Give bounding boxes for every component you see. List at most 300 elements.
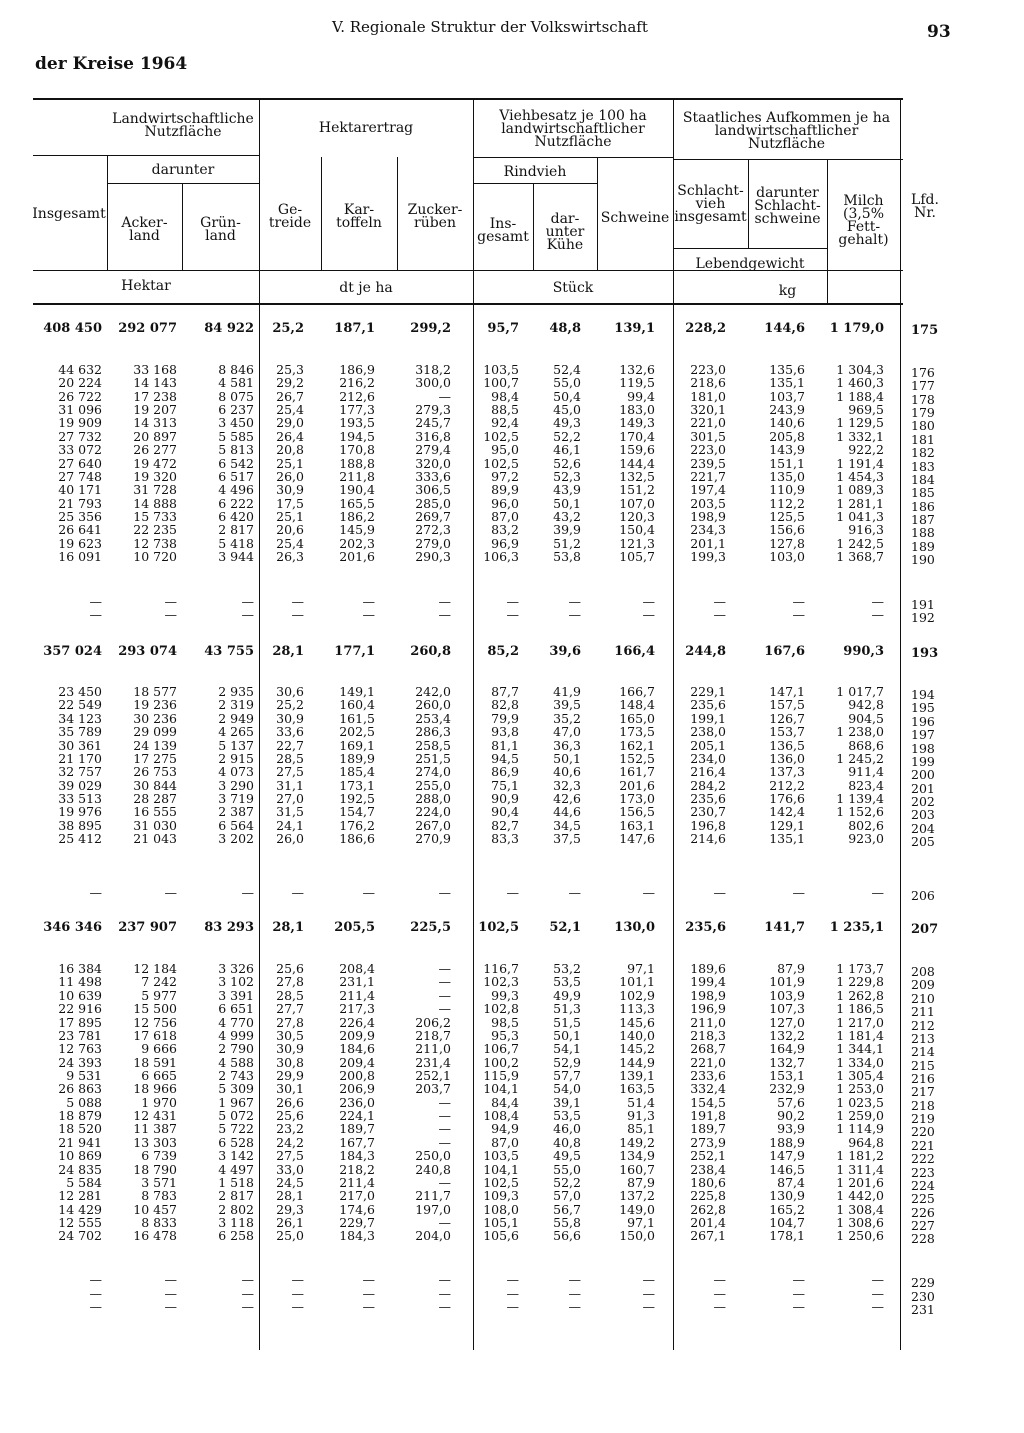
table-cell: 6 651 [218,1001,254,1016]
table-cell: 218,7 [415,1028,451,1043]
table-cell: 357 024 [43,644,102,659]
table-cell: 129,1 [769,818,805,833]
table-cell: 23 450 [58,684,102,699]
table-cell: 147,9 [769,1148,805,1163]
table-cell: 173,1 [339,778,375,793]
table-cell: 20,6 [276,522,304,537]
table-cell: — [642,594,655,609]
row-number: 222 [911,1151,935,1166]
table-cell: 4 497 [218,1162,254,1177]
header-schweine: Schweine [600,210,670,226]
table-cell: — [871,607,884,622]
table-cell: 216,4 [690,764,726,779]
row-number: 227 [911,1218,935,1233]
table-cell: — [438,594,451,609]
table-cell: 188,9 [769,1135,805,1150]
table-cell: 98,5 [491,1015,519,1030]
table-cell: 12 756 [133,1015,177,1030]
table-cell: 18 879 [58,1108,102,1123]
table-cell: 211,8 [339,469,375,484]
table-cell: 29,0 [276,415,304,430]
row-number: 229 [911,1275,935,1290]
table-cell: 189,6 [690,961,726,976]
row-number: 175 [911,323,939,338]
table-cell: 21 043 [133,831,177,846]
table-cell: 1 368,7 [836,549,884,564]
table-cell: 238,4 [690,1162,726,1177]
table-cell: 49,3 [553,415,581,430]
table-cell: — [642,885,655,900]
table-cell: 136,5 [769,738,805,753]
table-cell: 942,8 [848,697,884,712]
table-cell: 16 555 [133,804,177,819]
table-cell: 82,8 [491,697,519,712]
table-cell: — [568,1299,581,1314]
row-number: 193 [911,646,939,661]
table-cell: 922,2 [848,442,884,457]
table-cell: 211,4 [339,988,375,1003]
header-insgesamt: Insgesamt [32,206,106,222]
table-cell: 26,6 [276,1095,304,1110]
table-cell: 6 665 [141,1068,177,1083]
table-cell: — [241,885,254,900]
table-cell: 14 888 [133,496,177,511]
table-cell: 87,9 [627,1175,655,1190]
table-cell: 2 817 [218,1188,254,1203]
table-cell: 50,1 [553,1028,581,1043]
table-cell: 146,5 [769,1162,805,1177]
table-cell: 189,7 [339,1121,375,1136]
table-cell: 200,8 [339,1068,375,1083]
table-cell: 6 542 [218,456,254,471]
table-cell: 189,7 [690,1121,726,1136]
table-cell: 27,7 [276,1001,304,1016]
table-cell: 235,6 [690,791,726,806]
table-cell: 170,8 [339,442,375,457]
table-cell: 1 041,3 [836,509,884,524]
table-cell: — [438,988,451,1003]
table-cell: 126,7 [769,711,805,726]
table-cell: 49,9 [553,988,581,1003]
rule-under-darunter [107,183,259,184]
table-cell: 211,4 [339,1175,375,1190]
row-number: 179 [911,405,935,420]
table-cell: 96,9 [491,536,519,551]
table-cell: — [291,1286,304,1301]
table-cell: 97,2 [491,469,519,484]
table-cell: 255,0 [415,778,451,793]
table-cell: 6 420 [218,509,254,524]
row-number: 180 [911,418,935,433]
table-cell: 27 732 [58,429,102,444]
table-cell: 53,5 [553,1108,581,1123]
table-cell: 132,5 [619,469,655,484]
table-cell: 49,5 [553,1148,581,1163]
table-cell: 82,7 [491,818,519,833]
table-cell: — [164,1272,177,1287]
table-cell: 153,7 [769,724,805,739]
table-cell: 135,6 [769,362,805,377]
table-cell: 139,1 [619,1068,655,1083]
table-cell: 52,3 [553,469,581,484]
table-cell: 149,2 [619,1135,655,1150]
table-cell: 107,3 [769,1001,805,1016]
table-cell: 31 096 [58,402,102,417]
table-cell: 43,9 [553,482,581,497]
table-cell: 160,4 [339,697,375,712]
table-cell: 24 393 [58,1055,102,1070]
header-unit-kg: kg [778,283,797,299]
table-cell: 5 137 [218,738,254,753]
row-number: 212 [911,1018,935,1033]
table-cell: 90,9 [491,791,519,806]
header-unit-stueck: Stück [552,280,594,296]
table-cell: 95,7 [487,321,519,336]
table-cell: 51,4 [627,1095,655,1110]
table-cell: 28,1 [276,1188,304,1203]
table-cell: 140,6 [769,415,805,430]
table-cell: 192,5 [339,791,375,806]
table-cell: 1 304,3 [836,362,884,377]
table-cell: 25,6 [276,1108,304,1123]
table-cell: 197,0 [415,1202,451,1217]
table-cell: 1 967 [218,1095,254,1110]
table-cell: — [506,1286,519,1301]
table-cell: 25,1 [276,456,304,471]
table-cell: 29,2 [276,375,304,390]
table-cell: 95,0 [491,442,519,457]
table-cell: 30,1 [276,1081,304,1096]
table-cell: — [438,885,451,900]
table-cell: 163,1 [619,818,655,833]
header-gruenland: Grün- land [200,215,241,244]
table-cell: 10 720 [133,549,177,564]
table-cell: 1 089,3 [836,482,884,497]
table-cell: 75,1 [491,778,519,793]
table-cell: 25,2 [272,321,304,336]
table-cell: 34,5 [553,818,581,833]
table-cell: 54,0 [553,1081,581,1096]
row-number: 221 [911,1138,935,1153]
table-cell: 113,3 [619,1001,655,1016]
table-cell: 5 813 [218,442,254,457]
table-cell: 93,9 [777,1121,805,1136]
table-cell: 83,3 [491,831,519,846]
table-cell: 39,9 [553,522,581,537]
table-cell: 3 450 [218,415,254,430]
table-cell: — [871,885,884,900]
table-cell: 1 518 [218,1175,254,1190]
table-cell: — [506,1299,519,1314]
table-cell: 91,3 [627,1108,655,1123]
row-number: 226 [911,1205,935,1220]
table-cell: 3 202 [218,831,254,846]
table-cell: 18 790 [133,1162,177,1177]
table-cell: — [792,594,805,609]
table-cell: — [164,885,177,900]
table-cell: 154,7 [339,804,375,819]
table-cell: 233,6 [690,1068,726,1083]
table-cell: 33,6 [276,724,304,739]
table-cell: 218,3 [690,1028,726,1043]
table-cell: 48,8 [549,321,581,336]
table-cell: 242,0 [415,684,451,699]
table-cell: 181,0 [690,389,726,404]
table-cell: 94,5 [491,751,519,766]
table-cell: 142,4 [769,804,805,819]
row-number: 189 [911,539,935,554]
table-cell: — [713,1299,726,1314]
table-cell: 299,2 [410,321,451,336]
table-cell: 9 531 [66,1068,102,1083]
table-cell: 224,0 [415,804,451,819]
table-cell: 95,3 [491,1028,519,1043]
table-cell: — [89,1299,102,1314]
table-cell: 135,1 [769,375,805,390]
table-cell: — [568,1286,581,1301]
table-cell: — [362,885,375,900]
table-cell: 105,6 [483,1228,519,1243]
rule-under-group [33,155,259,156]
header-landwirtschaftliche-nutzflaeche: Landwirtschaftliche Nutzfläche [112,111,254,140]
table-cell: 221,0 [690,415,726,430]
table-cell: — [506,607,519,622]
table-cell: 225,8 [690,1188,726,1203]
table-cell: 184,6 [339,1041,375,1056]
table-cell: — [642,1286,655,1301]
header-viehbesatz: Viehbesatz je 100 ha landwirtschaftlicher Nutzfläche [499,108,647,150]
table-cell: 98,4 [491,389,519,404]
row-number: 183 [911,459,935,474]
table-cell: 145,9 [339,522,375,537]
table-cell: 153,1 [769,1068,805,1083]
table-cell: — [871,1286,884,1301]
table-cell: 231,4 [415,1055,451,1070]
table-cell: 1 460,3 [836,375,884,390]
table-cell: 10 869 [58,1148,102,1163]
row-number: 199 [911,754,935,769]
table-cell: 203,5 [690,496,726,511]
table-cell: 162,1 [619,738,655,753]
table-cell: 26,4 [276,429,304,444]
table-cell: 27,5 [276,1148,304,1163]
table-cell: 6 222 [218,496,254,511]
table-cell: 868,6 [848,738,884,753]
table-cell: 27,8 [276,974,304,989]
table-cell: 22 235 [133,522,177,537]
table-cell: 288,0 [415,791,451,806]
row-number: 194 [911,687,935,702]
table-cell: 16 384 [58,961,102,976]
row-number: 223 [911,1165,935,1180]
table-cell: 56,6 [553,1228,581,1243]
table-cell: — [362,594,375,609]
table-cell: 26 722 [58,389,102,404]
table-cell: 14 143 [133,375,177,390]
table-cell: 279,0 [415,536,451,551]
row-number: 177 [911,378,935,393]
table-cell: 180,6 [690,1175,726,1190]
table-cell: 19 472 [133,456,177,471]
table-cell: 27,0 [276,791,304,806]
table-cell: 21 170 [58,751,102,766]
table-cell: 102,5 [483,429,519,444]
table-cell: 178,1 [769,1228,805,1243]
table-cell: 30,9 [276,482,304,497]
table-cell: 4 496 [218,482,254,497]
table-cell: 22 916 [58,1001,102,1016]
table-cell: 3 719 [218,791,254,806]
table-cell: 240,8 [415,1162,451,1177]
table-cell: 318,2 [415,362,451,377]
table-cell: 161,7 [619,764,655,779]
table-cell: 40,6 [553,764,581,779]
table-cell: 28,1 [272,920,304,935]
table-cell: 25,4 [276,536,304,551]
table-cell: 27 640 [58,456,102,471]
table-cell: 211,7 [415,1188,451,1203]
table-cell: — [438,1286,451,1301]
table-cell: 34 123 [58,711,102,726]
table-cell: 186,9 [339,362,375,377]
table-cell: 25,3 [276,362,304,377]
table-cell: 89,9 [491,482,519,497]
table-cell: 107,0 [619,496,655,511]
table-cell: 99,4 [627,389,655,404]
table-cell: 964,8 [848,1135,884,1150]
table-cell: 110,9 [769,482,805,497]
table-cell: 18 520 [58,1121,102,1136]
table-cell: 218,2 [339,1162,375,1177]
table-cell: 143,9 [769,442,805,457]
table-cell: 31 728 [133,482,177,497]
table-cell: 176,6 [769,791,805,806]
table-cell: 188,8 [339,456,375,471]
row-number: 209 [911,977,935,992]
table-cell: 185,4 [339,764,375,779]
table-cell: — [291,1272,304,1287]
table-cell: — [291,607,304,622]
table-cell: 6 517 [218,469,254,484]
table-cell: 32 757 [58,764,102,779]
row-number: 205 [911,834,935,849]
table-cell: 292 077 [118,321,177,336]
table-cell: 106,3 [483,549,519,564]
table-cell: 260,0 [415,697,451,712]
table-cell: 12 281 [58,1188,102,1203]
table-cell: 232,9 [769,1081,805,1096]
table-cell: 1 305,4 [836,1068,884,1083]
table-cell: 244,8 [685,644,726,659]
row-number: 206 [911,888,935,903]
table-cell: — [438,1001,451,1016]
row-number: 218 [911,1098,935,1113]
table-cell: 50,1 [553,751,581,766]
table-cell: 24,2 [276,1135,304,1150]
header-unit-dt-je-ha: dt je ha [339,280,393,296]
table-cell: 211,0 [690,1015,726,1030]
table-cell: — [713,885,726,900]
table-cell: 83 293 [204,920,254,935]
table-cell: — [792,1272,805,1287]
table-cell: 92,4 [491,415,519,430]
table-cell: — [642,607,655,622]
table-cell: 5 722 [218,1121,254,1136]
table-cell: 211,0 [415,1041,451,1056]
row-number: 231 [911,1302,935,1317]
table-cell: 26,0 [276,469,304,484]
table-cell: 6 739 [141,1148,177,1163]
table-cell: 267,0 [415,818,451,833]
table-cell: 1 179,0 [829,321,884,336]
table-cell: 109,3 [483,1188,519,1203]
table-cell: 30,8 [276,1055,304,1070]
table-cell: 81,1 [491,738,519,753]
table-cell: 13 303 [133,1135,177,1150]
table-cell: 28,5 [276,988,304,1003]
table-cell: 19 623 [58,536,102,551]
table-cell: 1 238,0 [836,724,884,739]
row-number: 197 [911,727,935,742]
table-cell: 116,7 [483,961,519,976]
table-cell: — [362,607,375,622]
table-cell: 42,6 [553,791,581,806]
table-cell: 115,9 [483,1068,519,1083]
table-cell: 184,3 [339,1148,375,1163]
table-cell: 196,8 [690,818,726,833]
row-number: 182 [911,445,935,460]
table-cell: 100,7 [483,375,519,390]
rule-lebendgewicht [673,248,827,249]
table-cell: 223,0 [690,362,726,377]
table-cell: 144,4 [619,456,655,471]
table-cell: 24 835 [58,1162,102,1177]
table-cell: 33 072 [58,442,102,457]
header-schlachtvieh: Schlacht- vieh insgesamt [674,183,747,225]
table-cell: 199,3 [690,549,726,564]
table-cell: 57,0 [553,1188,581,1203]
table-cell: 104,7 [769,1215,805,1230]
table-cell: 28,5 [276,751,304,766]
table-cell: 16 091 [58,549,102,564]
table-cell: 199,1 [690,711,726,726]
table-cell: — [642,1272,655,1287]
table-cell: 55,0 [553,375,581,390]
table-cell: 11 387 [133,1121,177,1136]
table-cell: 103,5 [483,1148,519,1163]
table-cell: 87,0 [491,509,519,524]
table-cell: 148,4 [619,697,655,712]
table-cell: 164,9 [769,1041,805,1056]
table-cell: 165,2 [769,1202,805,1217]
table-cell: 203,7 [415,1081,451,1096]
table-cell: 201,4 [690,1215,726,1230]
table-cell: 17 275 [133,751,177,766]
table-cell: 165,5 [339,496,375,511]
page-number: 93 [927,22,951,42]
table-cell: 25,4 [276,402,304,417]
table-cell: — [241,1272,254,1287]
table-cell: 332,4 [690,1081,726,1096]
table-cell: 50,4 [553,389,581,404]
table-cell: 197,4 [690,482,726,497]
table-cell: 106,7 [483,1041,519,1056]
table-cell: 229,7 [339,1215,375,1230]
table-cell: 52,2 [553,429,581,444]
table-cell: 176,2 [339,818,375,833]
table-cell: 135,1 [769,831,805,846]
table-cell: — [871,594,884,609]
